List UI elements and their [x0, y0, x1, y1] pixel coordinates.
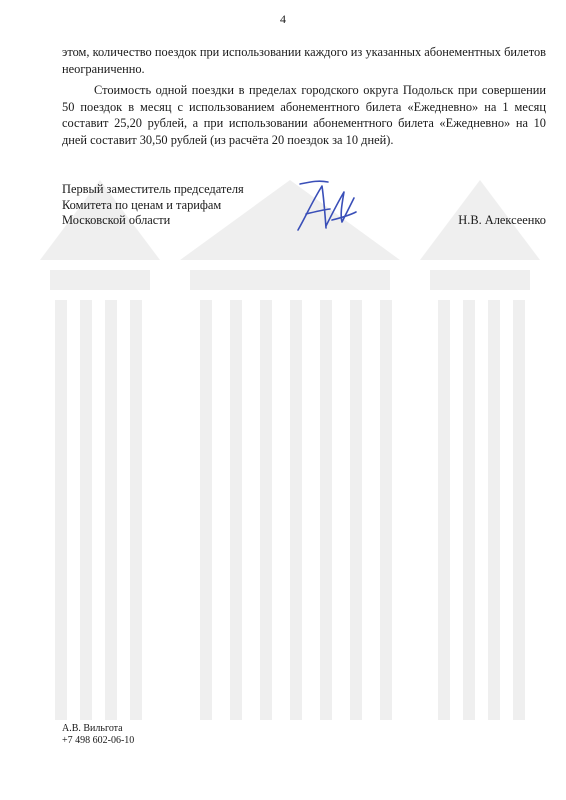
position-line: Первый заместитель председателя	[62, 182, 244, 196]
executor-contact	[62, 723, 134, 747]
executor-phone: +7 498 602-06-10	[62, 735, 135, 746]
position-line: Комитета по ценам и тарифам	[62, 197, 222, 212]
executor-name: А.В. Вильгота	[62, 723, 123, 734]
signer-name: Н.В. Алексеенко	[458, 213, 546, 227]
position-line: Московской области	[62, 213, 171, 227]
page-number: 4	[280, 12, 286, 26]
emblem-watermark-icon	[40, 180, 540, 740]
body-paragraph-continuation: этом, количество поездок при использовании каждого из указанных абонементных билетов неограниченно.	[62, 45, 546, 76]
handwritten-signature	[292, 176, 362, 238]
body-paragraph-cost: Стоимость одной поездки в пределах городского округа Подольск при совершении 50 поездок в месяц с использованием абонементного билета «Ежедневно» на 1 месяц составит 25,20 рублей, а при использовании абонементного билета «Ежедневно» на 10 дней составит 30,50 рублей (из расчёта 20 поездок за 10 дней).	[62, 83, 546, 147]
signatory-position	[62, 182, 244, 229]
